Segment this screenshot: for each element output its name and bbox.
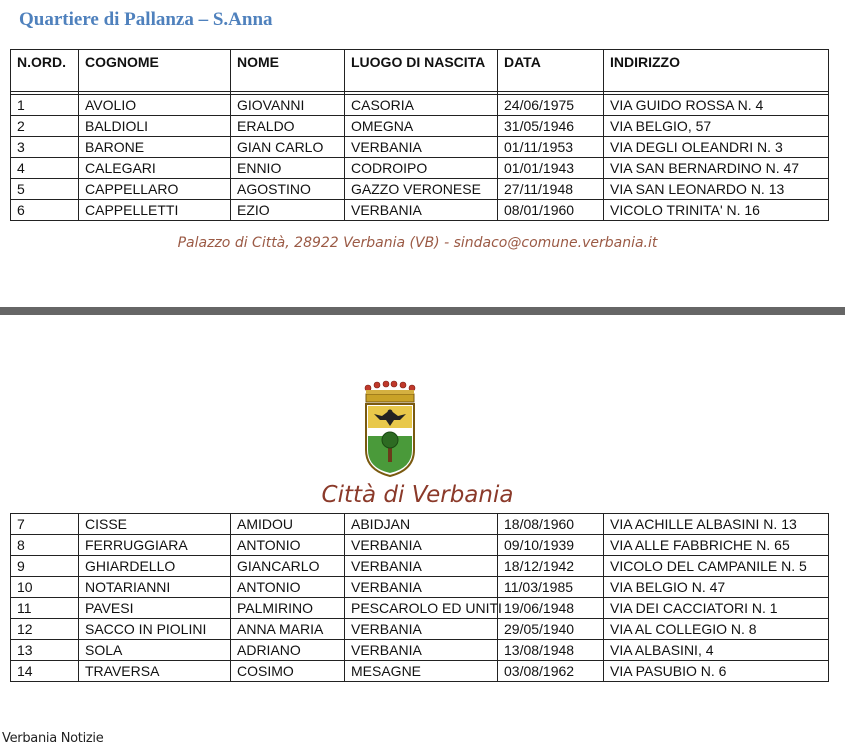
cell-data: 29/05/1940 — [498, 619, 604, 640]
cell-nome: ANTONIO — [231, 577, 345, 598]
cell-nome: GIOVANNI — [231, 95, 345, 116]
cell-cognome: TRAVERSA — [79, 661, 231, 682]
cell-nord: 2 — [11, 116, 79, 137]
cell-data: 24/06/1975 — [498, 95, 604, 116]
cell-nord: 5 — [11, 179, 79, 200]
cell-nome: ERALDO — [231, 116, 345, 137]
cell-cognome: GHIARDELLO — [79, 556, 231, 577]
cell-indirizzo: VIA SAN LEONARDO N. 13 — [604, 179, 829, 200]
cell-nome: AMIDOU — [231, 514, 345, 535]
cell-luogo-di-nascita: VERBANIA — [345, 556, 498, 577]
cell-data: 31/05/1946 — [498, 116, 604, 137]
table-row — [11, 137, 829, 158]
cell-indirizzo: VIA DEGLI OLEANDRI N. 3 — [604, 137, 829, 158]
cell-luogo-di-nascita: VERBANIA — [345, 577, 498, 598]
cell-luogo-di-nascita: ABIDJAN — [345, 514, 498, 535]
cell-indirizzo: VIA ACHILLE ALBASINI N. 13 — [604, 514, 829, 535]
cell-indirizzo: VICOLO TRINITA' N. 16 — [604, 200, 829, 221]
table-row — [11, 661, 829, 682]
cell-nord: 4 — [11, 158, 79, 179]
city-name-heading: Città di Verbania — [321, 482, 514, 508]
cell-nome: ENNIO — [231, 158, 345, 179]
cell-luogo-di-nascita: CASORIA — [345, 95, 498, 116]
cell-data: 19/06/1948 — [498, 598, 604, 619]
verbania-coat-of-arms-icon — [360, 380, 420, 480]
cell-data: 03/08/1962 — [498, 661, 604, 682]
cell-data: 01/11/1953 — [498, 137, 604, 158]
cell-indirizzo: VIA BELGIO, 57 — [604, 116, 829, 137]
table-row — [11, 514, 829, 535]
cell-nome: AGOSTINO — [231, 179, 345, 200]
cell-indirizzo: VIA ALLE FABBRICHE N. 65 — [604, 535, 829, 556]
cell-data: 27/11/1948 — [498, 179, 604, 200]
cell-nord: 11 — [11, 598, 79, 619]
source-watermark: Verbania Notizie — [2, 731, 104, 746]
cell-indirizzo: VIA GUIDO ROSSA N. 4 — [604, 95, 829, 116]
cell-nord: 10 — [11, 577, 79, 598]
cell-luogo-di-nascita: VERBANIA — [345, 137, 498, 158]
cell-luogo-di-nascita: VERBANIA — [345, 535, 498, 556]
cell-luogo-di-nascita: VERBANIA — [345, 200, 498, 221]
cell-nord: 1 — [11, 95, 79, 116]
cell-nord: 13 — [11, 640, 79, 661]
cell-indirizzo: VICOLO DEL CAMPANILE N. 5 — [604, 556, 829, 577]
cell-cognome: CISSE — [79, 514, 231, 535]
cell-nord: 7 — [11, 514, 79, 535]
candidates-table-part-2 — [10, 513, 829, 682]
cell-data: 08/01/1960 — [498, 200, 604, 221]
candidates-table-part-1 — [10, 49, 829, 221]
cell-data: 18/08/1960 — [498, 514, 604, 535]
header-indirizzo: INDIRIZZO — [604, 50, 829, 92]
cell-cognome: CAPPELLARO — [79, 179, 231, 200]
cell-cognome: AVOLIO — [79, 95, 231, 116]
cell-luogo-di-nascita: VERBANIA — [345, 640, 498, 661]
cell-cognome: FERRUGGIARA — [79, 535, 231, 556]
cell-cognome: BALDIOLI — [79, 116, 231, 137]
cell-cognome: PAVESI — [79, 598, 231, 619]
table-row — [11, 200, 829, 221]
cell-data: 13/08/1948 — [498, 640, 604, 661]
cell-luogo-di-nascita: OMEGNA — [345, 116, 498, 137]
table-header-row — [11, 50, 829, 92]
header-nord: N.ORD. — [11, 50, 79, 92]
cell-nord: 14 — [11, 661, 79, 682]
header-nome: NOME — [231, 50, 345, 92]
cell-nome: GIAN CARLO — [231, 137, 345, 158]
table-row — [11, 535, 829, 556]
cell-nord: 3 — [11, 137, 79, 158]
header-luogo: LUOGO DI NASCITA — [345, 50, 498, 92]
cell-indirizzo: VIA DEI CACCIATORI N. 1 — [604, 598, 829, 619]
cell-nord: 6 — [11, 200, 79, 221]
cell-nome: EZIO — [231, 200, 345, 221]
table-row — [11, 95, 829, 116]
table-row — [11, 640, 829, 661]
cell-nord: 9 — [11, 556, 79, 577]
table-row — [11, 619, 829, 640]
cell-indirizzo: VIA PASUBIO N. 6 — [604, 661, 829, 682]
table-row — [11, 179, 829, 200]
page-separator — [0, 307, 845, 315]
header-data: DATA — [498, 50, 604, 92]
table-row — [11, 577, 829, 598]
cell-indirizzo: VIA SAN BERNARDINO N. 47 — [604, 158, 829, 179]
cell-luogo-di-nascita: MESAGNE — [345, 661, 498, 682]
cell-nome: ANNA MARIA — [231, 619, 345, 640]
table-row — [11, 556, 829, 577]
cell-data: 01/01/1943 — [498, 158, 604, 179]
cell-cognome: SOLA — [79, 640, 231, 661]
cell-cognome: BARONE — [79, 137, 231, 158]
cell-indirizzo: VIA ALBASINI, 4 — [604, 640, 829, 661]
cell-luogo-di-nascita: PESCAROLO ED UNITI — [345, 598, 498, 619]
cell-luogo-di-nascita: GAZZO VERONESE — [345, 179, 498, 200]
cell-nome: ANTONIO — [231, 535, 345, 556]
page-title: Quartiere di Pallanza – S.Anna — [19, 9, 273, 30]
cell-nome: ADRIANO — [231, 640, 345, 661]
cell-nord: 8 — [11, 535, 79, 556]
cell-nome: PALMIRINO — [231, 598, 345, 619]
cell-nord: 12 — [11, 619, 79, 640]
cell-cognome: CAPPELLETTI — [79, 200, 231, 221]
table-row — [11, 116, 829, 137]
municipal-address: Palazzo di Città, 28922 Verbania (VB) - sindaco@comune.verbania.it — [177, 235, 658, 251]
cell-indirizzo: VIA BELGIO N. 47 — [604, 577, 829, 598]
cell-luogo-di-nascita: CODROIPO — [345, 158, 498, 179]
cell-nome: COSIMO — [231, 661, 345, 682]
cell-indirizzo: VIA AL COLLEGIO N. 8 — [604, 619, 829, 640]
cell-cognome: SACCO IN PIOLINI — [79, 619, 231, 640]
cell-data: 09/10/1939 — [498, 535, 604, 556]
table-row — [11, 598, 829, 619]
cell-cognome: CALEGARI — [79, 158, 231, 179]
cell-nome: GIANCARLO — [231, 556, 345, 577]
table-row — [11, 158, 829, 179]
header-cognome: COGNOME — [79, 50, 231, 92]
cell-data: 18/12/1942 — [498, 556, 604, 577]
cell-cognome: NOTARIANNI — [79, 577, 231, 598]
cell-luogo-di-nascita: VERBANIA — [345, 619, 498, 640]
cell-data: 11/03/1985 — [498, 577, 604, 598]
